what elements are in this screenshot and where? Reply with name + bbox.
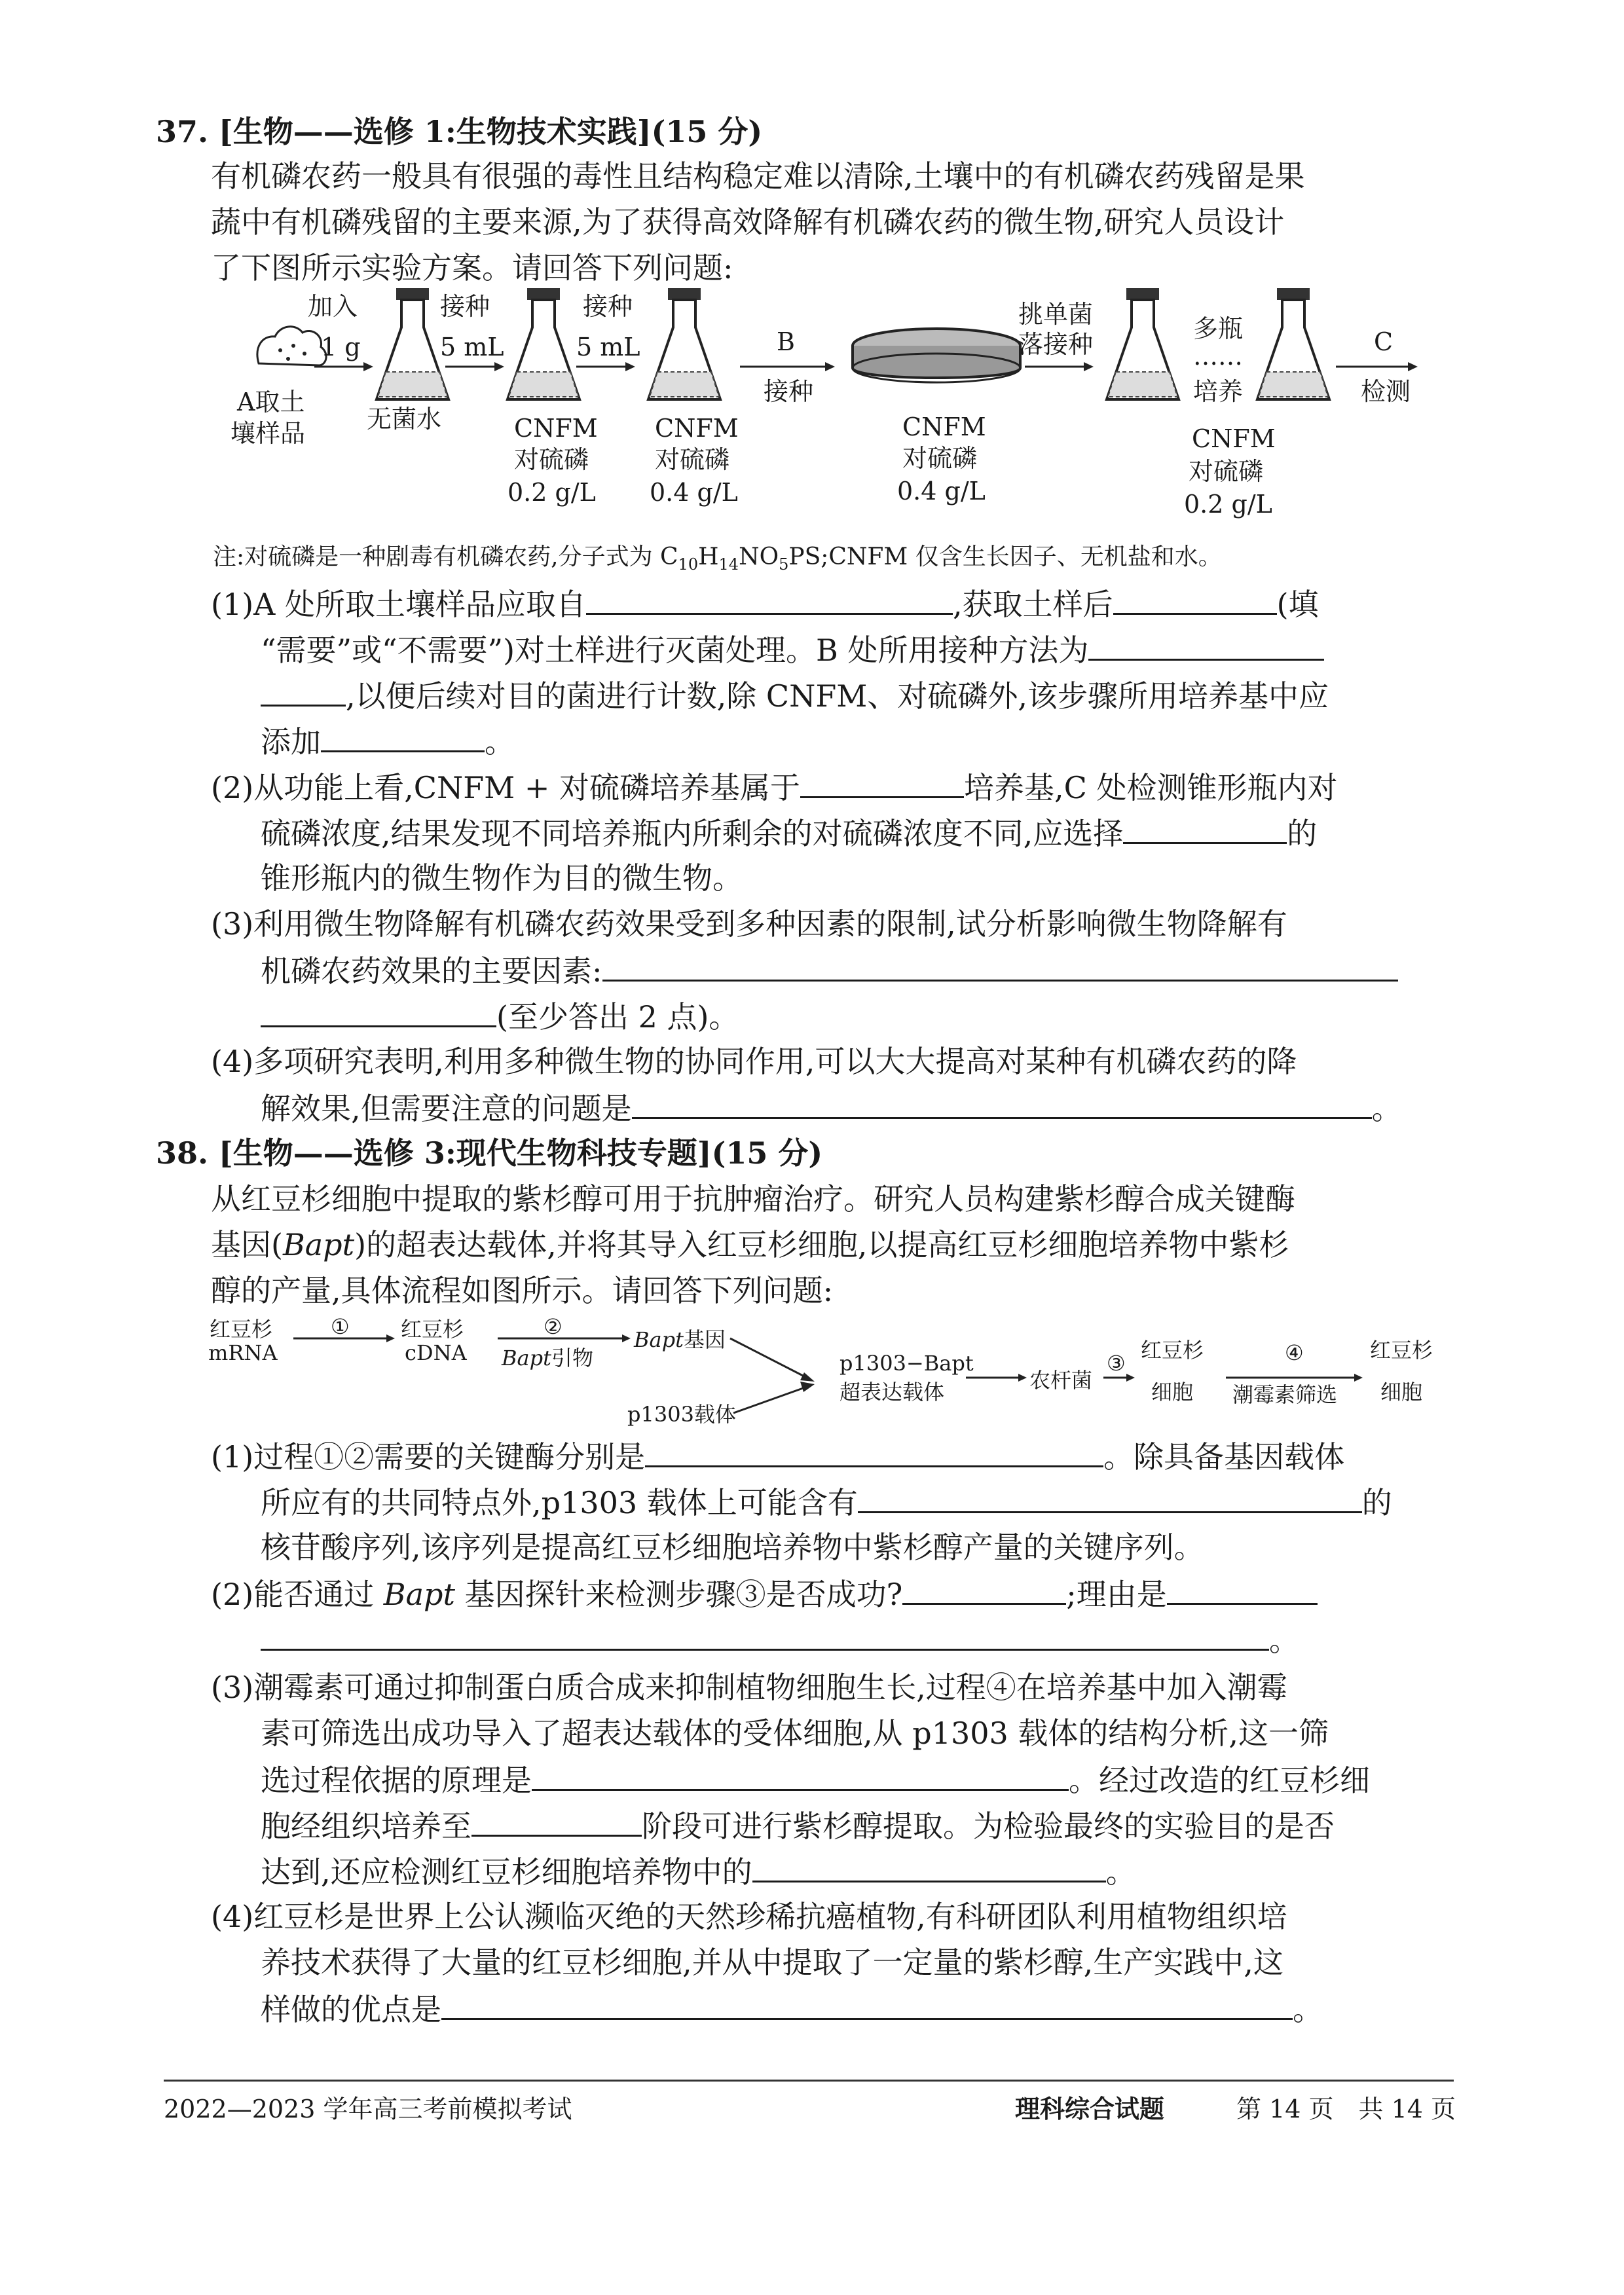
q37-part1-line-3: ,以便后续对目的菌进行计数,除 CNFM、对硫磷外,该步骤所用培养基中应 xyxy=(261,673,1329,718)
flask-4-5-label-line-1: CNFM xyxy=(1192,424,1276,453)
q38-part4-line-2: 养技术获得了大量的红豆杉细胞,并从中提取了一定量的紫杉醇,生产实践中,这 xyxy=(261,1945,1283,1980)
footer-divider xyxy=(164,2080,1454,2082)
between-dots: …… xyxy=(1193,342,1243,371)
question-38-header: 38. [生物——选修 3:现代生物科技专题](15 分) xyxy=(156,1135,823,1171)
q38-part2-line-1: (2)能否通过 Bapt 基因探针来检测步骤③是否成功? ;理由是 xyxy=(211,1571,1318,1616)
flow-mrna-line-1: 红豆杉 xyxy=(210,1317,273,1342)
answer-blank[interactable] xyxy=(752,1849,1106,1882)
flask-4-5-label-line-2: 对硫磷 xyxy=(1189,457,1264,486)
arrow-4-top-label: B xyxy=(777,327,795,356)
answer-blank[interactable] xyxy=(1167,1571,1318,1605)
flow-construct-line-1: p1303−Bapt xyxy=(840,1351,974,1376)
answer-blank[interactable] xyxy=(645,1434,1103,1467)
flask-3-label-line-1: CNFM xyxy=(655,414,739,443)
q37-part1-line-1: (1)A 处所取土壤样品应取自 ,获取土样后 (填 xyxy=(211,581,1319,626)
q38-part3-line-1: (3)潮霉素可通过抑制蛋白质合成来抑制植物细胞生长,过程④在培养基中加入潮霉 xyxy=(211,1670,1287,1705)
q37-intro-line-2: 蔬中有机磷残留的主要来源,为了获得高效降解有机磷农药的微生物,研究人员设计 xyxy=(211,204,1285,240)
q37-part4-line-1: (4)多项研究表明,利用多种微生物的协同作用,可以大大提高对某种有机磷农药的降 xyxy=(211,1044,1297,1079)
q37-part2-line-1: (2)从功能上看,CNFM + 对硫磷培养基属于 培养基,C 处检测锥形瓶内对 xyxy=(211,765,1338,809)
flow-step-1: ① xyxy=(331,1314,350,1339)
arrow-1-amount-label: 1 g xyxy=(321,333,361,361)
plate-label-line-3: 0.4 g/L xyxy=(897,477,986,505)
plate-label-line-1: CNFM xyxy=(902,413,986,441)
answer-blank[interactable] xyxy=(441,1987,1293,2020)
answer-blank[interactable] xyxy=(858,1480,1362,1513)
arrow-3-amount-label: 5 mL xyxy=(576,333,640,361)
arrow-2-top-label: 接种 xyxy=(440,292,490,321)
q38-part3-line-4: 胞经组织培养至 阶段可进行紫杉醇提取。为检验最终的实验目的是否 xyxy=(261,1803,1335,1848)
flow-mrna-line-2: mRNA xyxy=(208,1340,278,1365)
flask-3-label-line-2: 对硫磷 xyxy=(655,445,730,474)
q37-intro-line-3: 了下图所示实验方案。请回答下列问题: xyxy=(211,250,733,285)
flask-1-label: 无菌水 xyxy=(367,405,442,433)
q37-note: 注:对硫磷是一种剧毒有机磷农药,分子式为 $C_{10}H_{14}NO_5PS;CNFM$ 仅含生长因子、无机盐和水。 xyxy=(213,543,1222,574)
answer-blank[interactable] xyxy=(902,1571,1066,1605)
flow-step-2: ② xyxy=(544,1314,563,1339)
between-bottom-label: 培养 xyxy=(1193,377,1244,406)
q38-intro-line-3: 醇的产量,具体流程如图所示。请回答下列问题: xyxy=(211,1273,834,1308)
flow-screen: 潮霉素筛选 xyxy=(1232,1382,1338,1407)
q38-part2-line-2: 。 xyxy=(261,1617,1299,1662)
flask-3-label-line-3: 0.4 g/L xyxy=(650,478,738,507)
answer-blank[interactable] xyxy=(261,1617,1269,1651)
q37-part3-line-1: (3)利用微生物降解有机磷农药效果受到多种因素的限制,试分析影响微生物降解有 xyxy=(211,906,1287,942)
q37-intro-line-1: 有机磷农药一般具有很强的毒性且结构稳定难以清除,土壤中的有机磷农药残留是果 xyxy=(211,158,1305,194)
arrow-6-top-label: C xyxy=(1374,327,1393,356)
flask-2-label-line-3: 0.2 g/L xyxy=(507,478,596,507)
flow-cdna-line-2: cDNA xyxy=(405,1340,467,1365)
flow-cdna-line-1: 红豆杉 xyxy=(401,1317,464,1342)
flow-step-3: ③ xyxy=(1107,1351,1126,1376)
flow-cells-2-line-1: 红豆杉 xyxy=(1370,1338,1433,1363)
q38-intro-line-1: 从红豆杉细胞中提取的紫杉醇可用于抗肿瘤治疗。研究人员构建紫杉醇合成关键酶 xyxy=(211,1181,1295,1217)
soil-label-line-2: 壤样品 xyxy=(231,419,306,448)
q38-part3-line-3: 选过程依据的原理是 。经过改造的红豆杉细 xyxy=(261,1757,1370,1802)
arrow-2-amount-label: 5 mL xyxy=(440,333,504,361)
plate-label-line-2: 对硫磷 xyxy=(902,444,978,473)
q37-part3-line-2: 机磷农药效果的主要因素: xyxy=(261,948,1398,993)
q37-part1-line-2: “需要”或“不需要”)对土样进行灭菌处理。B 处所用接种方法为 xyxy=(261,627,1324,672)
answer-blank[interactable] xyxy=(532,1757,1069,1791)
q37-part1-line-4: 添加 。 xyxy=(261,719,515,763)
flow-step-4: ④ xyxy=(1285,1340,1304,1365)
q37-part3-line-3: (至少答出 2 点)。 xyxy=(261,994,739,1038)
arrow-5-label-line-2: 落接种 xyxy=(1018,330,1094,359)
q37-part2-line-2: 硫磷浓度,结果发现不同培养瓶内所剩余的对硫磷浓度不同,应选择 的 xyxy=(261,811,1317,855)
q38-part4-line-3: 样做的优点是 。 xyxy=(261,1987,1323,2031)
flask-4-5-label-line-3: 0.2 g/L xyxy=(1184,490,1272,519)
q38-intro-line-2: 基因(Bapt)的超表达载体,并将其导入红豆杉细胞,以提高红豆杉细胞培养物中紫杉 xyxy=(211,1227,1289,1262)
flow-cells-1-line-1: 红豆杉 xyxy=(1141,1338,1204,1363)
footer-subject: 理科综合试题 xyxy=(1015,2094,1165,2123)
flow-cells-1-line-2: 细胞 xyxy=(1151,1380,1194,1405)
question-37-header: 37. [生物——选修 1:生物技术实践](15 分) xyxy=(156,114,763,149)
flow-gene: Bapt基因 xyxy=(634,1327,726,1352)
flow-primer: Bapt引物 xyxy=(502,1346,593,1370)
q37-part4-line-2: 解效果,但需要注意的问题是 。 xyxy=(261,1086,1402,1130)
answer-blank[interactable] xyxy=(471,1803,642,1837)
arrow-1-top-label: 加入 xyxy=(308,292,358,321)
footer-page-number: 第 14 页 共 14 页 xyxy=(1236,2095,1456,2123)
arrow-3-top-label: 接种 xyxy=(583,292,633,321)
arrow-6-bottom-label: 检测 xyxy=(1361,377,1411,406)
soil-label-line-1: A取土 xyxy=(237,388,305,416)
arrow-4-bottom-label: 接种 xyxy=(764,377,814,406)
q38-part1-line-1: (1)过程①②需要的关键酶分别是 。除具备基因载体 xyxy=(211,1434,1344,1478)
q38-part3-line-2: 素可筛选出成功导入了超表达载体的受体细胞,从 p1303 载体的结构分析,这一筛 xyxy=(261,1716,1329,1751)
q38-part1-line-2: 所应有的共同特点外,p1303 载体上可能含有 的 xyxy=(261,1480,1392,1524)
flask-2-label-line-1: CNFM xyxy=(514,414,598,443)
q38-part3-line-5: 达到,还应检测红豆杉细胞培养物中的 。 xyxy=(261,1849,1136,1894)
flask-2-label-line-2: 对硫磷 xyxy=(514,445,589,474)
footer-exam-name: 2022—2023 学年高三考前模拟考试 xyxy=(164,2095,572,2123)
between-top-label: 多瓶 xyxy=(1193,314,1244,343)
flow-construct-line-2: 超表达载体 xyxy=(840,1380,945,1405)
arrow-5-label-line-1: 挑单菌 xyxy=(1018,300,1094,329)
q38-part4-line-1: (4)红豆杉是世界上公认濒临灭绝的天然珍稀抗癌植物,有科研团队利用植物组织培 xyxy=(211,1899,1287,1934)
flow-agrobacterium: 农杆菌 xyxy=(1029,1368,1093,1393)
flow-cells-2-line-2: 细胞 xyxy=(1380,1380,1423,1405)
flow-vector: p1303载体 xyxy=(627,1402,736,1427)
q38-part1-line-3: 核苷酸序列,该序列是提高红豆杉细胞培养物中紫杉醇产量的关键序列。 xyxy=(261,1530,1204,1565)
q37-part2-line-3: 锥形瓶内的微生物作为目的微生物。 xyxy=(261,860,743,896)
